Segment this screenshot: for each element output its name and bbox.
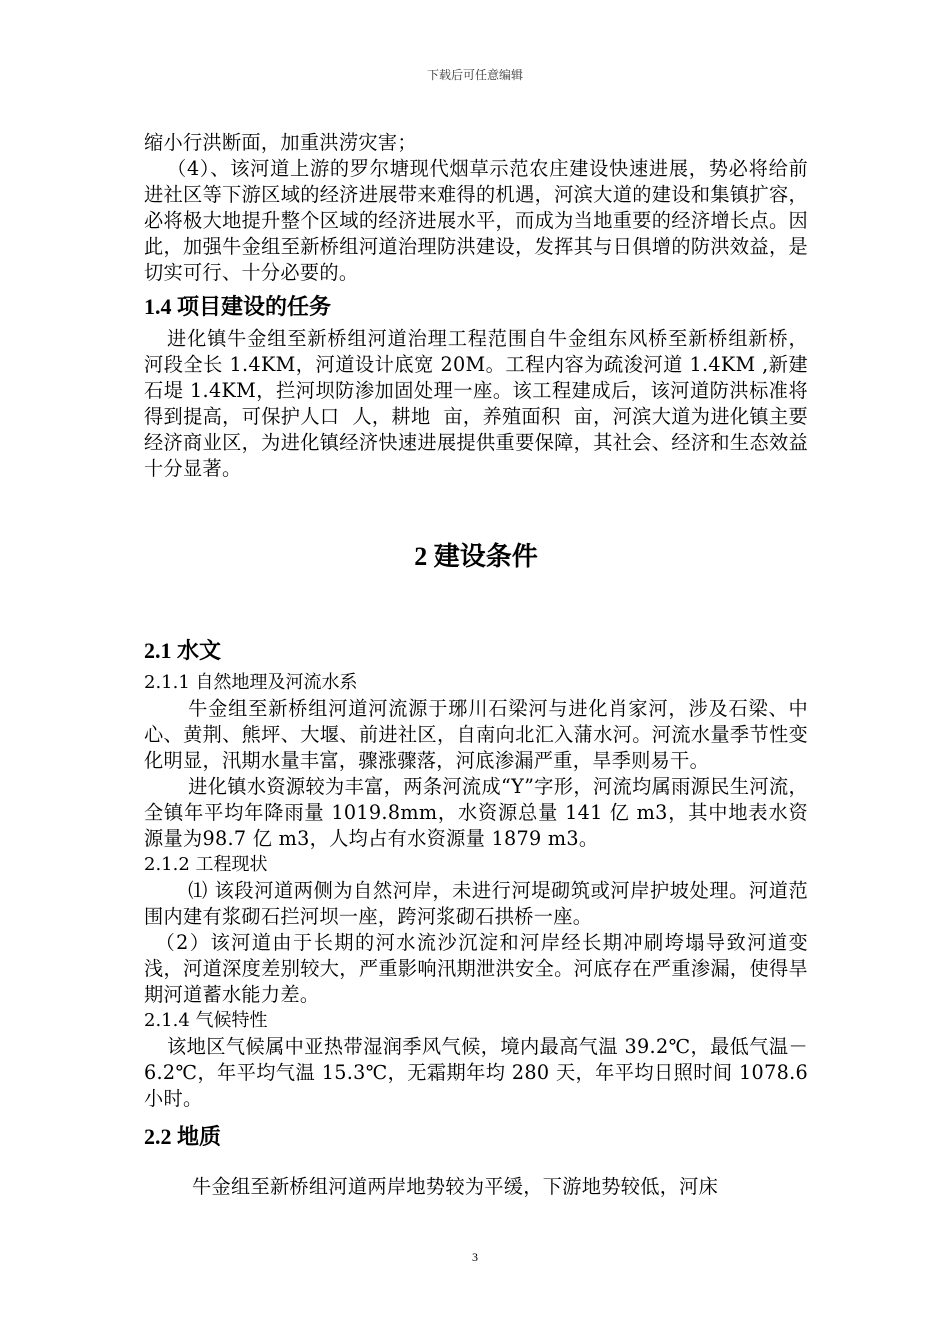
section-heading-2-2: 2.2 地质 — [144, 1124, 222, 1149]
page-number: 3 — [472, 1250, 478, 1264]
subsection-heading-2-1-4: 2.1.4 气候特性 — [144, 1010, 268, 1031]
paragraph-2-1-1-b: 进化镇水资源较为丰富，两条河流成“Y”字形，河流均属雨源民生河流，全镇年平均年降雨量 1019.8mm，水资源总量 141 亿 m3，其中地表水资源量为98.7 亿 m3，人均占有水资源量 1879 m3。 — [144, 775, 808, 850]
paragraph-item-4: （4）、该河道上游的罗尔塘现代烟草示范农庄建设快速进展，势必将给前进社区等下游区域的经济进展带来难得的机遇，河滨大道的建设和集镇扩容，必将极大地提升整个区域的经济进展水平，而成为当地重要的经济增长点。因此，加强牛金组至新桥组河道治理防洪建设，发挥其与日俱增的防洪效益，是切实可行、十分必要的。 — [144, 157, 808, 284]
paragraph-2-2: 牛金组至新桥组河道两岸地势较为平缓，下游地势较低，河床 — [192, 1175, 719, 1198]
subsection-heading-2-1-1: 2.1.1 自然地理及河流水系 — [144, 672, 358, 693]
paragraph-1-4: 进化镇牛金组至新桥组河道治理工程范围自牛金组东风桥至新桥组新桥，河段全长 1.4KM，河道设计底宽 20M。工程内容为疏浚河道 1.4KM ,新建石堤 1.4KM，拦河坝防渗加固处理一座。该工程建成后，该河道防洪标准将得到提高，可保护人口 人，耕地 亩，养殖面积 亩，河滨大道为进化镇主要经济商业区，为进化镇经济快速进展提供重要保障，其社会、经济和生态效益十分显著。 — [144, 327, 808, 480]
paragraph-continued: 缩小行洪断面，加重洪涝灾害； — [144, 131, 417, 154]
paragraph-2-1-4: 该地区气候属中亚热带湿润季风气候，境内最高气温 39.2℃，最低气温－6.2℃，年平均气温 15.3℃，无霜期年均 280 天，年平均日照时间 1078.6 小时。 — [144, 1035, 815, 1110]
page-header: 下载后可任意编辑 — [426, 68, 523, 82]
subsection-heading-2-1-2: 2.1.2 工程现状 — [144, 854, 268, 875]
paragraph-2-1-1-a: 牛金组至新桥组河道河流源于琊川石梁河与进化肖家河，涉及石梁、中心、黄荆、熊坪、大堰、前进社区，自南向北汇入蒲水河。河流水量季节性变化明显，汛期水量丰富，骤涨骤落，河底渗漏严重，旱季则易干。 — [144, 697, 808, 772]
paragraph-2-1-2-a: ⑴ 该段河道两侧为自然河岸，未进行河堤砌筑或河岸护坡处理。河道范围内建有浆砌石拦河坝一座，跨河浆砌石拱桥一座。 — [144, 879, 808, 928]
section-heading-2-1: 2.1 水文 — [144, 638, 222, 663]
paragraph-2-1-2-b: （2）该河道由于长期的河水流沙沉淀和河岸经长期冲刷垮塌导致河道变浅，河道深度差别较大，严重影响汛期泄洪安全。河底存在严重渗漏，使得旱期河道蓄水能力差。 — [144, 931, 808, 1006]
page-content — [144, 120, 815, 1200]
chapter-heading-2: 2 建设条件 — [414, 542, 538, 571]
section-heading-1-4: 1.4 项目建设的任务 — [144, 294, 332, 319]
